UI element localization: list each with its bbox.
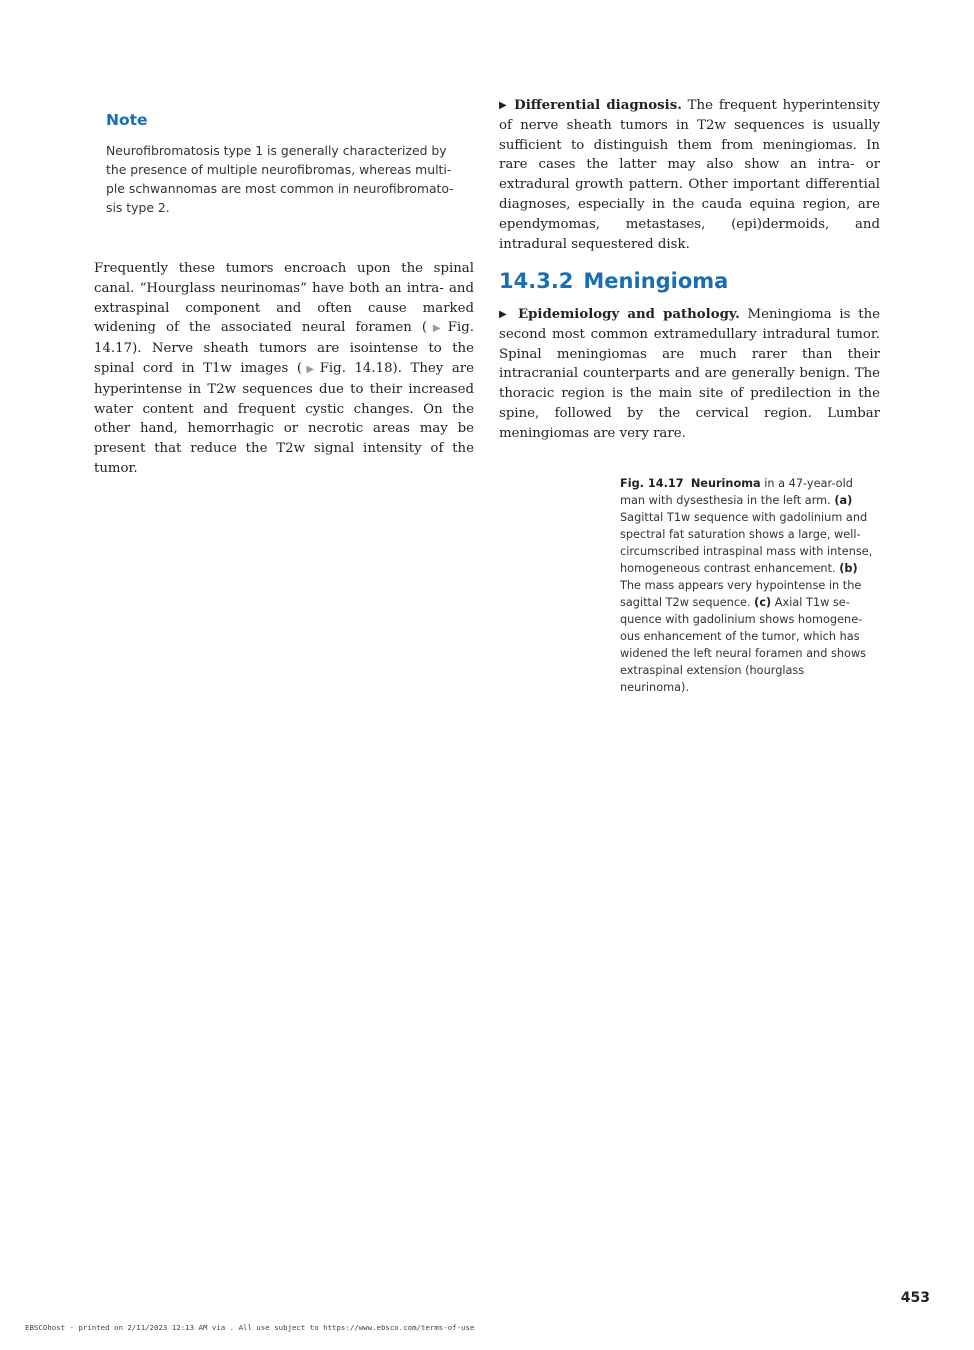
- figure-caption: [620, 475, 874, 696]
- caption-text: Axial T1w sequence with gadolinium shows homogeneous enhancement of the tumor, which has widened the left neural foramen and shows extraspinal extension (hourglass neurinoma).: [620, 596, 867, 694]
- figure-reference-link[interactable]: Fig. 14.18: [319, 360, 393, 376]
- page-number: 453: [900, 1290, 930, 1306]
- run-in-arrow-icon: ▶: [499, 100, 509, 111]
- section-heading: [499, 269, 728, 293]
- paragraph-text: The frequent hyperintensity of nerve sheath tumors in T2w sequences is usually sufficient to distinguish them from meningiomas. In rare cases the latter may also show an intra- or extradural growth pattern. Other important differential diagnoses, especially in the cauda equina region, are ependymomas, metastases, (epi)dermoids, and intradural sequestered disk.: [499, 98, 880, 252]
- paragraph-text: Meningioma is the second most common extramedullary intradural tumor. Spinal meningiomas are much rarer than their intracranial counterparts and are generally benign. The thoracic region is the main site of predilection in the spine, followed by the cervical region. Lumbar meningiomas are very rare.: [499, 307, 881, 441]
- reference-arrow-icon: ▶: [302, 363, 319, 375]
- body-paragraph-differential: [499, 96, 880, 254]
- section-title: Meningioma: [583, 269, 729, 293]
- run-in-heading: Epidemiology and pathology.: [518, 307, 740, 322]
- paragraph-text: Frequently these tumors encroach upon the spinal canal. “Hourglass neurinomas” have both an intra- and extraspinal component and often cause marked widening of the associated neural foramen (: [94, 261, 474, 336]
- figure-reference-link[interactable]: Fig. 14.17: [94, 320, 474, 357]
- caption-text: Sagittal T1w sequence with gadolinium and spectral fat saturation shows a large, well-circumscribed intraspinal mass with intense, homogeneous contrast enhancement.: [620, 511, 873, 575]
- paragraph-text: ). They are hyperintense in T2w sequences due to their increased water content and frequent cystic changes. On the other hand, hemorrhagic or necrotic areas may be present that reduce the T2w signal intensity of the tumor.: [94, 360, 474, 476]
- body-paragraph-epidemiology: [499, 305, 880, 444]
- panel-label: (b): [839, 562, 858, 575]
- caption-text: in a 47-year-old man with dysesthesia in the left arm.: [620, 477, 853, 507]
- caption-text: The mass appears very hypointense in the sagittal T2w sequence.: [620, 579, 862, 609]
- figure-title: Neurinoma: [690, 477, 761, 490]
- reference-arrow-icon: ▶: [427, 323, 447, 335]
- print-footer: EBSCOhost - printed on 2/11/2023 12:13 AM via . All use subject to https://www.ebsco.com/terms-of-use: [25, 1323, 475, 1332]
- note-box: [106, 111, 461, 217]
- run-in-heading: Differential diagnosis.: [514, 98, 682, 113]
- body-paragraph-hourglass: [94, 259, 474, 479]
- paragraph-text: ). Nerve sheath tumors are isointense to the spinal cord in T1w images (: [94, 341, 474, 376]
- note-body: Neurofibromatosis type 1 is generally characterized by the presence of multiple neurofibromas, whereas multiple schwannomas are most common in neurofibromatosis type 2.: [106, 143, 454, 215]
- run-in-arrow-icon: ▶: [499, 309, 511, 320]
- figure-label: Fig. 14.17: [620, 477, 684, 490]
- note-title: Note: [106, 111, 148, 129]
- panel-label: (c): [754, 596, 772, 609]
- panel-label: (a): [834, 494, 853, 507]
- section-number: 14.3.2: [499, 269, 574, 293]
